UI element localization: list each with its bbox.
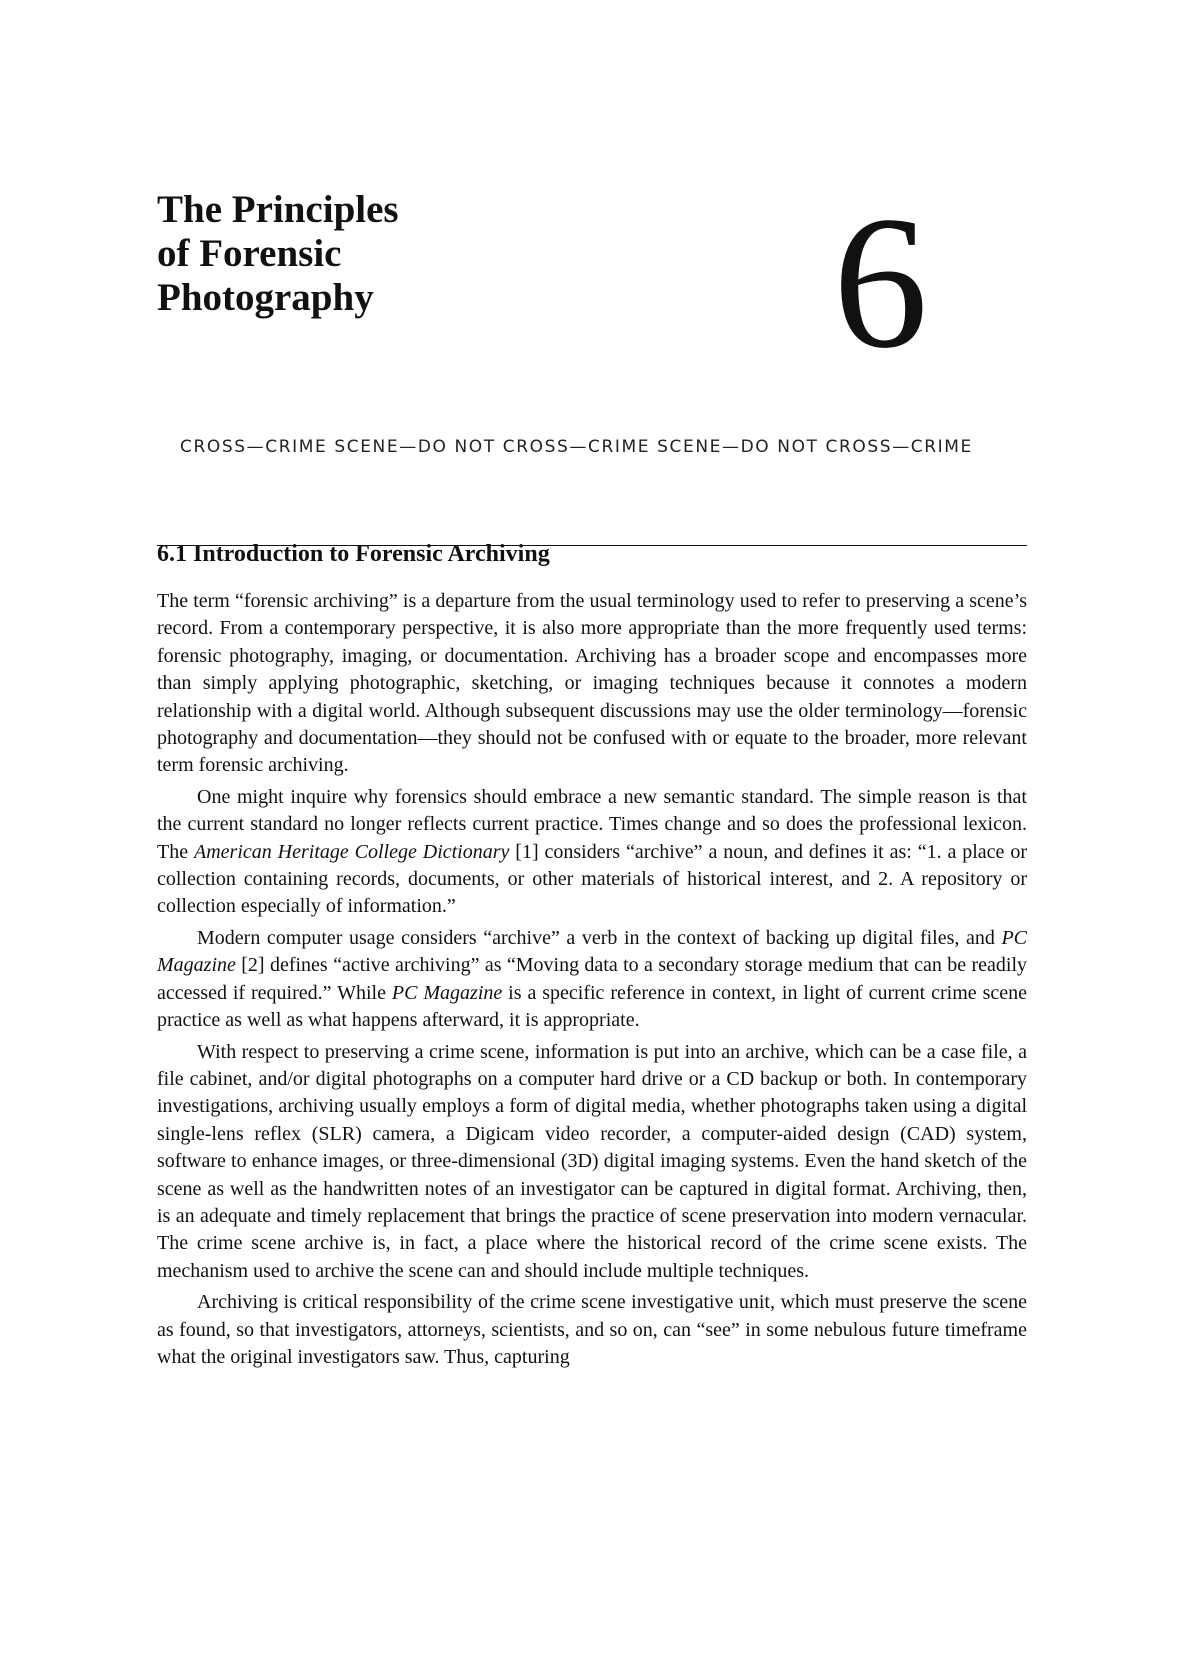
paragraph-4: With respect to preserving a crime scene, information is put into an archive, which can be a case file, a file cabinet, and/or digital photographs on a computer hard drive or a CD backup or both. In contemporary investigations, archiving usually employs a form of digital media, whether photographs taken using a digital single-lens reflex (SLR) camera, a Digicam video recorder, a computer-aided design (CAD) system, software to enhance images, or three-dimensional (3D) digital imaging systems. Even the hand sketch of the scene as well as the handwritten notes of an investigator can be captured in digital format. Archiving, then, is an adequate and timely replacement that brings the practice of scene preservation into modern vernacular. The crime scene archive is, in fact, a place where the historical record of the crime scene exists. The mechanism used to archive the scene can and should include multiple techniques.	[157, 1040, 1027, 1282]
chapter-title-line-1: The Principles	[157, 188, 399, 231]
paragraph-3-text-a: Modern computer usage considers “archive” a verb in the context of backing up digital files, and	[197, 926, 1002, 949]
paragraph-3-text-e: is a specific reference in context, in light of current crime scene practice as well as what happens afterward, it is appropriate.	[157, 981, 1027, 1032]
chapter-title-line-3: Photography	[157, 276, 374, 319]
paragraph-1: The term “forensic archiving” is a departure from the usual terminology used to refer to preserving a scene’s record. From a contemporary perspective, it is also more appropriate than the more frequently used terms: forensic photography, imaging, or documentation. Archiving has a broader scope and encompasses more than simply applying photographic, sketching, or imaging techniques because it connotes a modern relationship with a digital world. Although subsequent discussions may use the older terminology—forensic photography and documentation—they should not be confused with or equate to the broader, more relevant term forensic archiving.	[157, 590, 1027, 777]
section-heading: 6.1 Introduction to Forensic Archiving	[157, 541, 550, 567]
paragraph-3-text-c: [2] defines “active archiving” as “Moving data to a secondary storage medium that can be readily accessed if required.” While	[157, 954, 1027, 1004]
chapter-number: 6	[833, 178, 928, 388]
paragraph-2-text-c: [1] considers “archive” a noun, and defines it as: “1. a place or collection containing records, documents, or other materials of historical interest, and 2. A repository or collection especially of information.”	[157, 840, 1027, 918]
paragraph-2	[157, 784, 1027, 921]
paragraph-2-text-a: One might inquire why forensics should embrace a new semantic standard. The simple reason is that the current standard no longer reflects current practice. Times change and so does the professional lexicon. The	[157, 785, 1027, 863]
crime-scene-tape-text: CROSS—CRIME SCENE—DO NOT CROSS—CRIME SCENE—DO NOT CROSS—CRIME	[180, 437, 973, 457]
chapter-title-line-2: of Forensic	[157, 232, 342, 275]
paragraph-5: Archiving is critical responsibility of the crime scene investigative unit, which must preserve the scene as found, so that investigators, attorneys, scientists, and so on, can “see” in some nebulous future timeframe what the original investigators saw. Thus, capturing	[157, 1291, 1027, 1368]
chapter-title	[157, 188, 399, 320]
magazine-title-1: PC Magazine	[157, 926, 1027, 977]
dictionary-title: American Heritage College Dictionary	[194, 840, 510, 863]
paragraph-3	[157, 925, 1027, 1035]
body-text	[157, 588, 1027, 1375]
magazine-title-2: PC Magazine	[391, 981, 503, 1004]
